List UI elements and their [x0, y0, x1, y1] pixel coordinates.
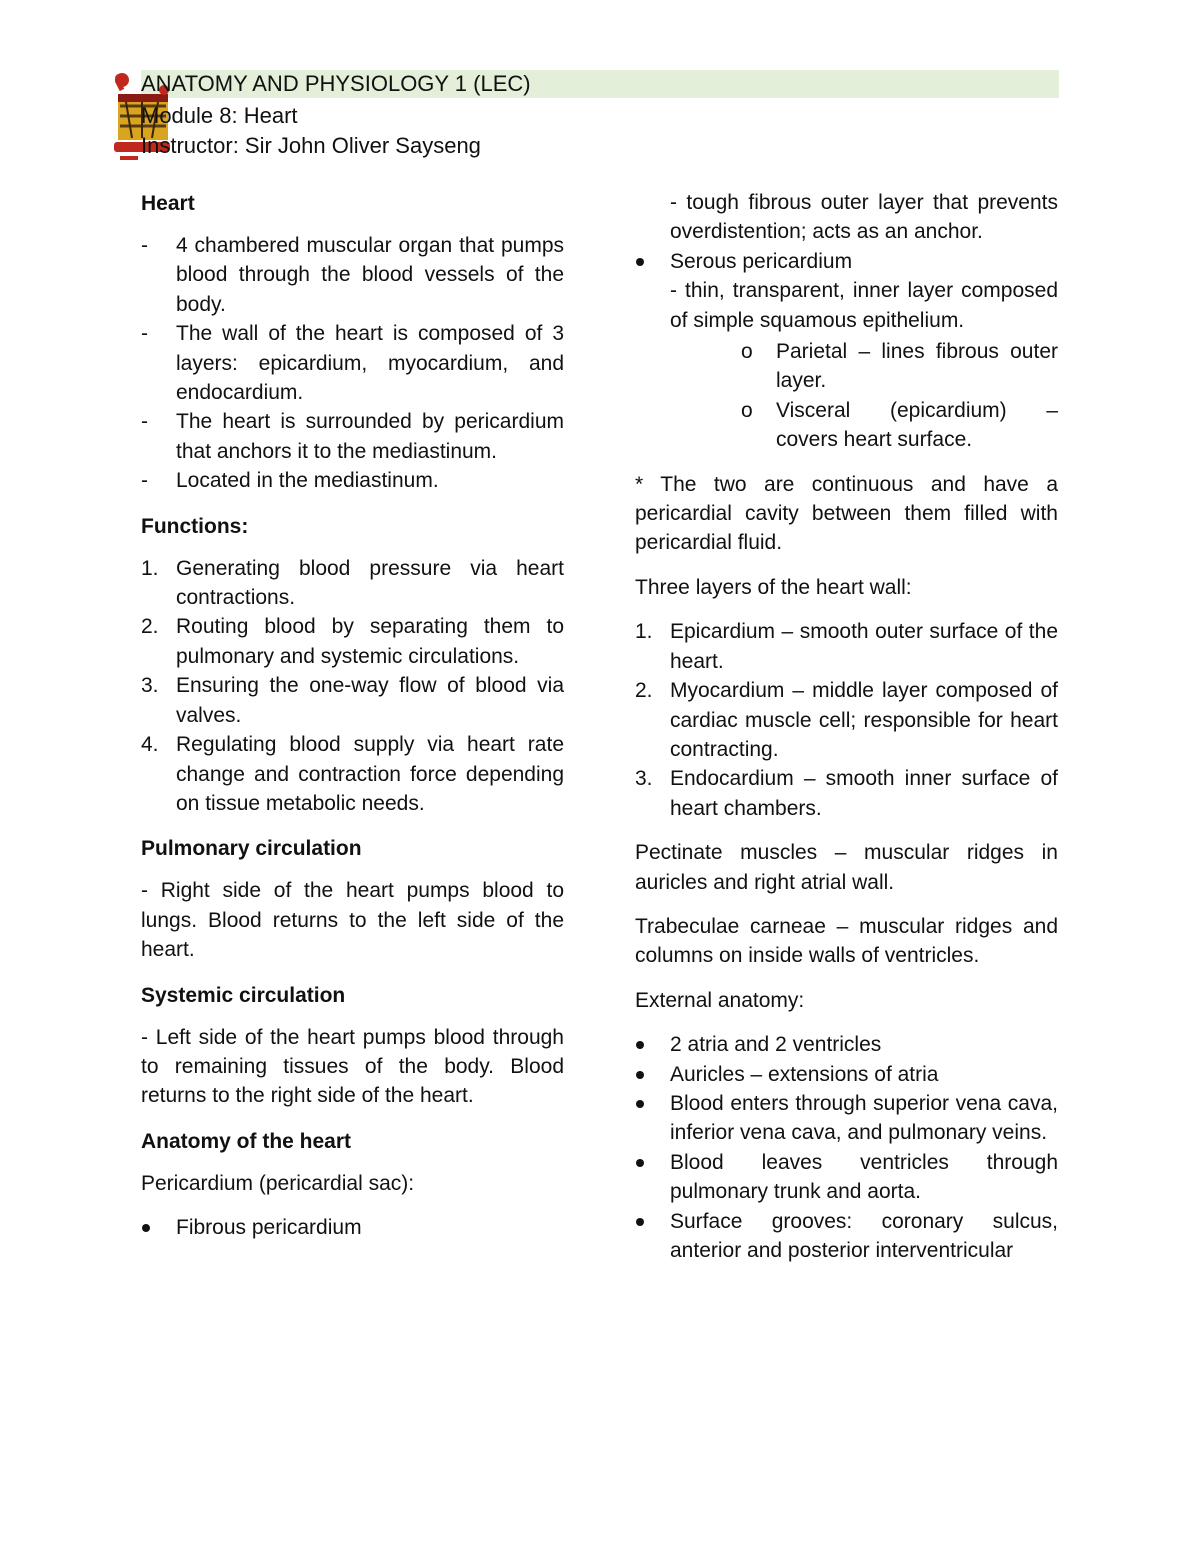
list-item: - 4 chambered muscular organ that pumps blood through the blood vessels of the body.	[141, 234, 564, 316]
serous-description: - thin, transparent, inner layer composed of simple squamous epithelium.	[670, 279, 1058, 332]
heading-systemic: Systemic circulation	[141, 983, 346, 1007]
trabeculae-text: Trabeculae carneae – muscular ridges and columns on inside walls of ventricles.	[635, 914, 1058, 968]
heart-list	[141, 231, 564, 496]
bullet-icon	[142, 1224, 150, 1232]
left-column	[141, 188, 564, 1243]
bullet-icon	[636, 1071, 644, 1079]
heading-heart: Heart	[141, 192, 195, 215]
heading-pulmonary: Pulmonary circulation	[141, 837, 362, 861]
module-label: Module 8: Heart	[141, 103, 298, 128]
list-item: 4. Regulating blood supply via heart rate change and contraction force depending on tissue metabolic needs.	[141, 733, 564, 815]
bullet-icon	[636, 1100, 644, 1108]
heading-anatomy: Anatomy of the heart	[141, 1129, 352, 1153]
fibrous-description: - tough fibrous outer layer that prevents overdistention; acts as an anchor.	[670, 191, 1058, 244]
sub-item-visceral: o Visceral (epicardium) – covers heart surface.	[741, 398, 1058, 452]
list-item: - The wall of the heart is composed of 3 layers: epicardium, myocardium, and endocardium.	[141, 322, 564, 405]
fibrous-list	[141, 1213, 564, 1242]
list-item: Blood leaves ventricles through pulmonary trunk and aorta.	[635, 1148, 1058, 1207]
serous-list	[635, 247, 1058, 276]
pectinate-text: Pectinate muscles – muscular ridges in auricles and right atrial wall.	[635, 841, 1058, 894]
external-label: External anatomy:	[635, 988, 805, 1012]
list-item: 2 atria and 2 ventricles	[635, 1030, 1058, 1059]
pericardium-label: Pericardium (pericardial sac):	[141, 1171, 415, 1195]
list-item: Serous pericardium	[635, 247, 1058, 276]
list-item: 1. Epicardium – smooth outer surface of the heart.	[635, 620, 1058, 673]
instructor-label: Instructor: Sir John Oliver Sayseng	[141, 133, 481, 158]
bullet-icon	[636, 258, 644, 266]
sub-item-parietal: o Parietal – lines fibrous outer layer.	[741, 340, 1058, 393]
layers-list	[635, 617, 1058, 823]
list-item: - Located in the mediastinum.	[141, 469, 439, 493]
pulmonary-text: - Right side of the heart pumps blood to lungs. Blood returns to the left side of the heart.	[141, 879, 564, 962]
document-title: ANATOMY AND PHYSIOLOGY 1 (LEC)	[141, 71, 531, 96]
continuous-note: * The two are continuous and have a pericardial cavity between them filled with pericardial fluid.	[635, 472, 1058, 555]
list-item: - The heart is surrounded by pericardium that anchors it to the mediastinum.	[141, 410, 564, 463]
layers-label: Three layers of the heart wall:	[635, 575, 912, 599]
bullet-icon	[636, 1218, 644, 1226]
list-item: Fibrous pericardium	[141, 1213, 564, 1242]
right-column	[635, 188, 1058, 1265]
bullet-icon	[636, 1041, 644, 1049]
list-item: 3. Ensuring the one-way flow of blood via valves.	[141, 674, 564, 727]
list-item: Blood enters through superior vena cava, inferior vena cava, and pulmonary veins.	[635, 1089, 1058, 1148]
heading-functions: Functions:	[141, 514, 249, 538]
list-item: 2. Routing blood by separating them to pulmonary and systemic circulations.	[141, 615, 564, 668]
external-list	[635, 1030, 1058, 1265]
bullet-icon	[636, 1159, 644, 1167]
functions-list	[141, 554, 564, 819]
list-item: 3. Endocardium – smooth inner surface of heart chambers.	[635, 767, 1058, 820]
list-item: 1. Generating blood pressure via heart contractions.	[141, 556, 564, 610]
list-item: 2. Myocardium – middle layer composed of cardiac muscle cell; responsible for heart contracting.	[635, 679, 1058, 761]
systemic-text: - Left side of the heart pumps blood through to remaining tissues of the body. Blood returns to the right side of the heart.	[141, 1025, 564, 1108]
list-item: Surface grooves: coronary sulcus, anterior and posterior interventricular	[635, 1207, 1058, 1266]
list-item: Auricles – extensions of atria	[635, 1060, 1058, 1089]
